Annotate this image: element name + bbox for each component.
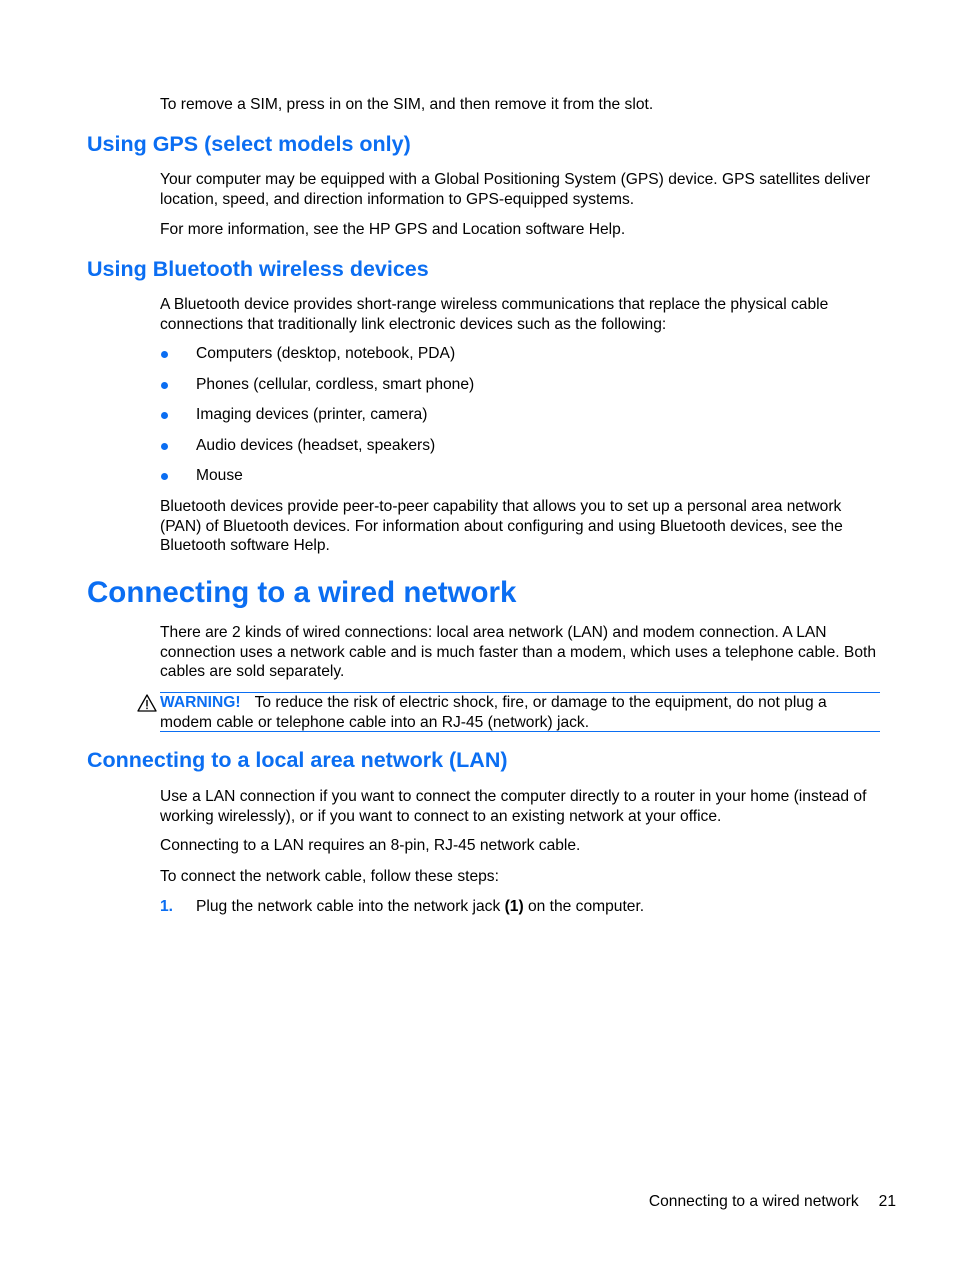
warning-triangle-icon	[137, 694, 157, 712]
page-footer	[649, 1192, 896, 1212]
gps-heading: Using GPS (select models only)	[87, 132, 411, 156]
gps-paragraph-2: For more information, see the HP GPS and Location software Help.	[160, 221, 626, 238]
bullet-icon	[161, 412, 168, 419]
lan-paragraph-3: To connect the network cable, follow these steps:	[160, 868, 499, 885]
list-item-label: Mouse	[196, 467, 243, 484]
lan-step-list	[160, 897, 644, 917]
bullet-icon	[161, 382, 168, 389]
bluetooth-heading: Using Bluetooth wireless devices	[87, 257, 429, 281]
list-item	[160, 436, 474, 467]
list-item-label: Imaging devices (printer, camera)	[196, 406, 428, 423]
list-item-label: Computers (desktop, notebook, PDA)	[196, 345, 456, 362]
step-item	[160, 897, 644, 917]
warning-box	[160, 692, 880, 732]
footer-section-title: Connecting to a wired network	[648, 1193, 859, 1210]
bullet-icon	[161, 351, 168, 358]
warning-label: WARNING!	[160, 694, 241, 711]
step-text-post: on the computer.	[523, 898, 645, 915]
lan-heading: Connecting to a local area network (LAN)	[87, 748, 508, 772]
step-number: 1.	[160, 898, 174, 915]
list-item-label: Audio devices (headset, speakers)	[196, 436, 436, 454]
step-callout: (1)	[504, 898, 524, 915]
list-item	[160, 375, 474, 406]
list-item	[160, 344, 474, 375]
list-item	[160, 405, 474, 436]
gps-paragraph-1: Your computer may be equipped with a Global Positioning System (GPS) device. GPS satellites deliver location, speed, and direction information to GPS-equipped systems.	[160, 171, 871, 208]
bluetooth-paragraph-1: A Bluetooth device provides short-range wireless communications that replace the physical cable connections that traditionally link electronic devices such as the following:	[160, 296, 829, 333]
bluetooth-paragraph-2: Bluetooth devices provide peer-to-peer capability that allows you to set up a personal area network (PAN) of Bluetooth devices. For information about configuring and using Bluetooth devices, see the Bluetooth software Help.	[160, 498, 843, 554]
bullet-icon	[161, 443, 168, 450]
bluetooth-device-list	[160, 344, 474, 497]
lan-paragraph-1: Use a LAN connection if you want to connect the computer directly to a router in your home (instead of working wirelessly), or if you want to connect to an existing network at your office.	[160, 788, 867, 825]
lan-paragraph-2: Connecting to a LAN requires an 8-pin, RJ-45 network cable.	[160, 837, 581, 854]
wired-network-heading: Connecting to a wired network	[87, 576, 517, 609]
intro-paragraph: To remove a SIM, press in on the SIM, and then remove it from the slot.	[160, 96, 654, 113]
page-number: 21	[878, 1193, 896, 1210]
warning-text	[160, 693, 880, 732]
warning-message: To reduce the risk of electric shock, fire, or damage to the equipment, do not plug a modem cable or telephone cable into an RJ-45 (network) jack.	[160, 694, 827, 731]
bullet-icon	[161, 473, 168, 480]
step-text-pre: Plug the network cable into the network jack	[196, 898, 505, 915]
list-item-label: Phones (cellular, cordless, smart phone)	[196, 375, 475, 393]
list-item	[160, 466, 474, 497]
wired-paragraph-1: There are 2 kinds of wired connections: local area network (LAN) and modem connection. A LAN connection uses a network cable and is much faster than a modem, which uses a telephone cable. Both cables are sold separately.	[160, 624, 877, 680]
